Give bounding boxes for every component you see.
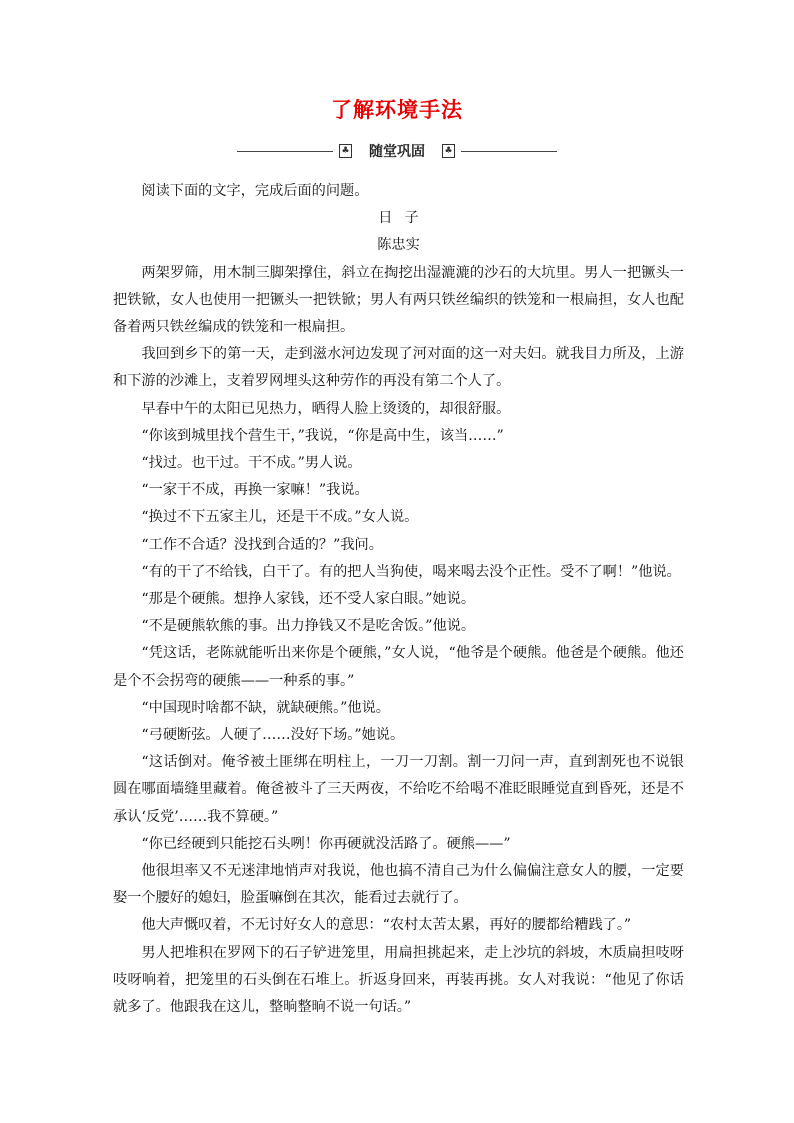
paragraph: “一家干不成，再换一家嘛！”我说。: [141, 482, 369, 499]
paragraph: “那是个硬熊。想挣人家钱，还不受人家白眼。”她说。: [141, 591, 476, 608]
paragraph: 两架罗筛，用木制三脚架撑住，斜立在掏挖出湿漉漉的沙石的大坑里。男人一把镢头一把铁锨，女人也使用一把镢头一把铁锨；男人有两只铁丝编织的铁笼和一根扁担，女人也配备着两只铁丝编成的铁笼和一根扁担。: [113, 264, 684, 336]
story-author: 陈忠实: [377, 237, 420, 254]
paragraph: 男人把堆积在罗网下的石子铲进笼里，用扁担挑起来，走上沙坑的斜坡，木质扁担吱呀吱呀响着，把笼里的石头倒在石堆上。折返身回来，再装再挑。女人对我说：“他见了你话就多了。他跟我在这儿，整晌整晌不说一句话。”: [113, 944, 684, 1016]
paragraph: “换过不下五家主儿，还是干不成。”女人说。: [141, 509, 419, 526]
paragraph: “弓硬断弦。人硬了……没好下场。”她说。: [141, 727, 405, 744]
paragraph: “凭这话，老陈就能听出来你是个硬熊，”女人说，“他爷是个硬熊。他爸是个硬熊。他还是个不会拐弯的硬熊——一种系的事。”: [113, 645, 684, 689]
ornament-icon: ♣: [339, 144, 352, 158]
document-body: [113, 178, 684, 1021]
paragraph: “找过。也干过。干不成。”男人说。: [141, 455, 362, 472]
paragraph: “中国现时啥都不缺，就缺硬熊。”他说。: [141, 699, 390, 716]
paragraph: 我回到乡下的第一天，走到滋水河边发现了河对面的这一对夫妇。就我目力所及，上游和下游的沙滩上，支着罗网埋头这种劳作的再没有第二个人了。: [113, 346, 684, 390]
paragraph: “这话倒对。俺爷被土匪绑在明柱上，一刀一刀割。割一刀问一声，直到割死也不说银圆在哪面墙缝里藏着。俺爸被斗了三天两夜，不给吃不给喝不准眨眼睡觉直到昏死，还是不承认‘反党’……我不算硬。”: [113, 754, 684, 825]
page-title: 了解环境手法: [331, 98, 463, 122]
paragraph: 他很坦率又不无迷津地悄声对我说，他也搞不清自己为什么偏偏注意女人的腰，一定要娶一个腰好的媳妇，脸蛋嘛倒在其次，能看过去就行了。: [113, 863, 684, 907]
paragraph: “你该到城里找个营生干，”我说，“你是高中生，该当……”: [141, 427, 504, 444]
paragraph: 早春中午的太阳已见热力，晒得人脸上烫烫的，却很舒服。: [141, 400, 511, 417]
paragraph: “有的干了不给钱，白干了。有的把人当狗使，喝来喝去没个正性。受不了啊！”他说。: [141, 563, 681, 580]
banner-divider-right: [461, 151, 557, 152]
ornament-icon: ♣: [442, 144, 455, 158]
banner-divider-left: [237, 151, 333, 152]
paragraph: 他大声慨叹着，不无讨好女人的意思：“农村太苦太累，再好的腰都给糟践了。”: [141, 917, 632, 934]
section-banner-label: 随堂巩固: [369, 144, 425, 160]
paragraph: “工作不合适？没找到合适的？”我问。: [141, 536, 383, 553]
instruction-text: 阅读下面的文字，完成后面的问题。: [141, 183, 369, 199]
paragraph: “不是硬熊软熊的事。出力挣钱又不是吃舍饭。”他说。: [141, 618, 476, 635]
paragraph: “你已经硬到只能挖石头咧！你再硬就没活路了。硬熊——”: [141, 835, 511, 852]
section-banner: [237, 142, 557, 162]
story-title: 日子: [378, 210, 431, 227]
